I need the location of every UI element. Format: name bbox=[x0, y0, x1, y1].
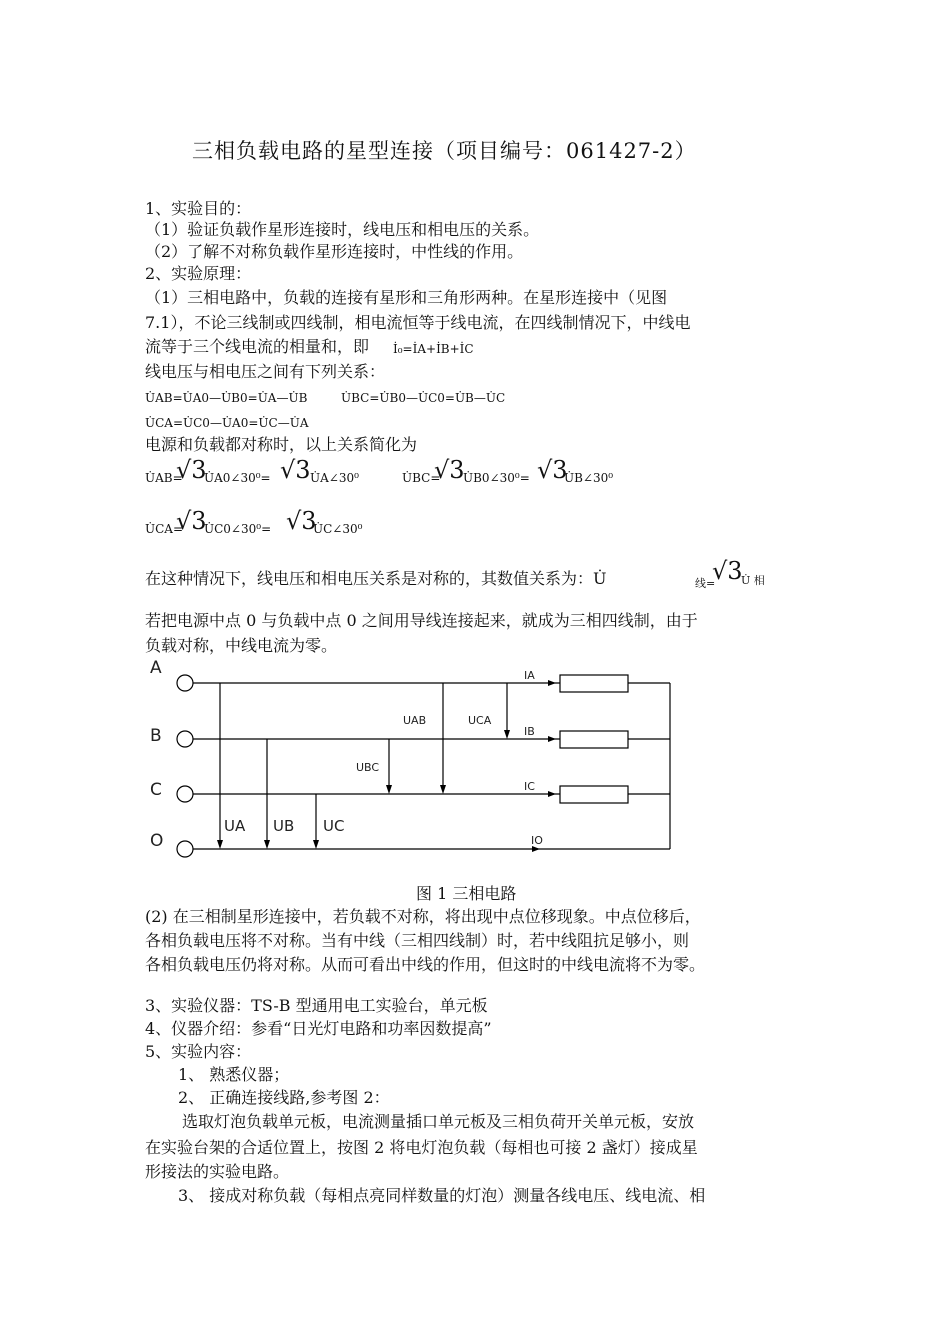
sqrt3-symbol: √3 bbox=[176, 507, 207, 535]
subscript: 线= bbox=[695, 577, 716, 590]
section-heading: 2、实验原理： bbox=[145, 264, 252, 283]
sqrt3-symbol: √3 bbox=[712, 557, 743, 585]
node-labels bbox=[150, 658, 163, 851]
current-io-label: IO bbox=[531, 834, 543, 847]
text-line: 若把电源中点 0 与负载中点 0 之间用导线连接起来，就成为三相四线制，由于 bbox=[145, 611, 698, 630]
text-line: 各相负载电压仍将对称。从而可看出中线的作用，但这时的中线电流将不为零。 bbox=[145, 955, 706, 974]
formula-part: U̇B∠30⁰ bbox=[564, 471, 614, 485]
formula-part: U̇B0∠30⁰= bbox=[463, 471, 530, 485]
formula-uca: U̇CA=U̇C0—U̇A0=U̇C—U̇A bbox=[145, 416, 309, 430]
formula-current-sum: İ₀=İA+İB+İC bbox=[393, 342, 474, 356]
text-line: 流等于三个线电流的相量和，即 bbox=[145, 337, 370, 356]
current-ia-label: IA bbox=[524, 669, 535, 682]
node-a-label: A bbox=[150, 658, 162, 678]
voltage-uab-label: UAB bbox=[403, 714, 427, 727]
text-line: 在这种情况下，线电压和相电压关系是对称的，其数值关系为：U̇ bbox=[145, 569, 607, 588]
formula-uab: U̇AB=U̇A0—U̇B0=U̇A—U̇B bbox=[145, 391, 308, 405]
current-ib-label: IB bbox=[524, 725, 535, 738]
text-line: 在实验台架的合适位置上，按图 2 将电灯泡负载（每相也可接 2 盏灯）接成星 bbox=[145, 1138, 698, 1157]
sqrt3-symbol: √3 bbox=[434, 456, 465, 484]
text-line: （2）了解不对称负载作星形连接时，中性线的作用。 bbox=[145, 242, 524, 261]
formula-part: U̇C0∠30⁰= bbox=[204, 522, 272, 536]
section-heading: 5、实验内容： bbox=[145, 1042, 252, 1061]
formula-part: U̇AB= bbox=[145, 471, 183, 485]
current-ic-label: IC bbox=[524, 780, 535, 793]
text-line: (2) 在三相制星形连接中，若负载不对称，将出现中点位移现象。中点位移后， bbox=[145, 907, 701, 926]
text-line: （1）三相电路中，负载的连接有星形和三角形两种。在星形连接中（见图 bbox=[145, 288, 668, 307]
formula-ubc: U̇BC=U̇B0—U̇C0=U̇B—U̇C bbox=[341, 391, 506, 405]
node-b-label: B bbox=[150, 726, 162, 746]
formula-part: U̇A∠30⁰ bbox=[310, 471, 359, 485]
voltage-uca-label: UCA bbox=[468, 714, 492, 727]
text-line: 负载对称，中线电流为零。 bbox=[145, 636, 338, 655]
formula-part: U̇ 相 bbox=[741, 574, 765, 587]
list-item: 1、 熟悉仪器； bbox=[178, 1065, 290, 1084]
list-item: 2、 正确连接线路,参考图 2： bbox=[178, 1088, 390, 1107]
text-line: 各相负载电压将不对称。当有中线（三相四线制）时，若中线阻抗足够小，则 bbox=[145, 931, 690, 950]
section-heading: 1、实验目的： bbox=[145, 199, 252, 218]
text-line: 选取灯泡负载单元板，电流测量插口单元板及三相负荷开关单元板，安放 bbox=[182, 1112, 695, 1131]
doc-title: 三相负载电路的星型连接（项目编号：061427-2） bbox=[192, 139, 697, 163]
sqrt3-symbol: √3 bbox=[286, 507, 317, 535]
sqrt3-symbol: √3 bbox=[176, 456, 207, 484]
text-line: （1）验证负载作星形连接时，线电压和相电压的关系。 bbox=[145, 220, 540, 239]
text-line: 线电压与相电压之间有下列关系： bbox=[145, 362, 386, 381]
voltage-ubc-label: UBC bbox=[356, 761, 380, 774]
formula-part: U̇A0∠30⁰= bbox=[204, 471, 271, 485]
three-phase-circuit-diagram bbox=[140, 655, 680, 865]
formula-part: U̇BC= bbox=[402, 471, 441, 485]
voltage-ub-label: UB bbox=[273, 817, 295, 835]
formula-part: U̇C∠30⁰ bbox=[313, 522, 363, 536]
text-line: 7.1），不论三线制或四线制，相电流恒等于线电流，在四线制情况下，中线电 bbox=[145, 313, 691, 332]
voltage-ua-label: UA bbox=[224, 817, 246, 835]
node-o-label: O bbox=[150, 831, 164, 851]
formula-part: U̇CA= bbox=[145, 522, 184, 536]
sqrt3-symbol: √3 bbox=[280, 456, 311, 484]
voltage-uc-label: UC bbox=[323, 817, 345, 835]
section-heading: 3、实验仪器：TS-B 型通用电工实验台，单元板 bbox=[145, 996, 488, 1015]
sqrt3-symbol: √3 bbox=[537, 456, 568, 484]
section-heading: 4、仪器介绍：参看“日光灯电路和功率因数提高” bbox=[145, 1019, 492, 1038]
list-item: 3、 接成对称负载（每相点亮同样数量的灯泡）测量各线电压、线电流、相 bbox=[178, 1186, 706, 1205]
node-c-label: C bbox=[150, 780, 162, 800]
text-line: 电源和负载都对称时，以上关系简化为 bbox=[145, 435, 418, 454]
text-line: 形接法的实验电路。 bbox=[145, 1162, 290, 1181]
figure-caption: 图 1 三相电路 bbox=[416, 884, 517, 903]
